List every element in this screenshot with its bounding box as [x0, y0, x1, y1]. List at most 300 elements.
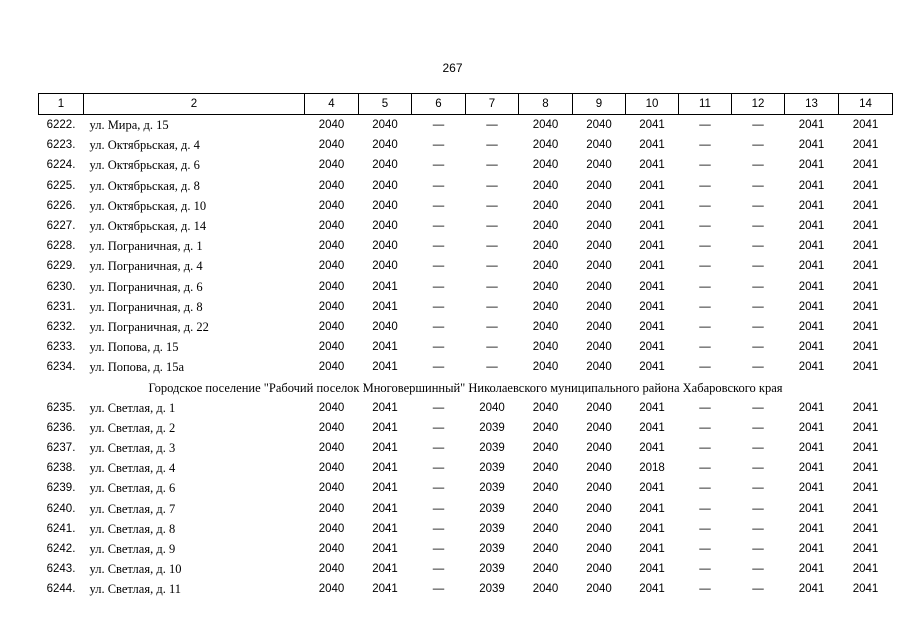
row-value: 2041 [798, 179, 825, 192]
row-value: — [752, 543, 764, 556]
row-value: — [752, 462, 764, 475]
row-number: 6234. [46, 361, 76, 374]
row-value: 2041 [798, 260, 825, 273]
table-row [39, 115, 893, 136]
row-address: ул. Светлая, д. 10 [89, 562, 182, 577]
row-value: 2041 [372, 300, 398, 313]
row-value: — [432, 522, 445, 535]
row-value: — [486, 119, 498, 132]
row-value: 2040 [586, 502, 612, 515]
column-header: 7 [466, 94, 519, 115]
row-value: 2040 [532, 260, 559, 273]
row-value: — [699, 482, 711, 495]
row-value: 2040 [372, 199, 398, 212]
row-value: 2041 [852, 159, 879, 172]
row-value: 2039 [479, 482, 505, 495]
row-value: — [432, 320, 445, 333]
row-value: 2041 [639, 300, 665, 313]
row-value: 2041 [852, 401, 879, 414]
row-address: ул. Пограничная, д. 6 [89, 279, 203, 294]
row-value: 2040 [372, 159, 398, 172]
row-value: 2039 [479, 522, 505, 535]
row-value: 2040 [318, 341, 345, 354]
row-value: 2039 [479, 462, 505, 475]
row-value: 2039 [479, 563, 505, 576]
row-value: 2039 [479, 442, 505, 455]
row-value: 2041 [798, 361, 825, 374]
row-value: — [432, 159, 445, 172]
row-value: 2041 [372, 522, 398, 535]
table-row [39, 297, 893, 317]
row-value: — [752, 361, 764, 374]
row-value: — [699, 401, 711, 414]
row-value: 2040 [532, 119, 559, 132]
row-value: 2040 [318, 563, 345, 576]
row-value: 2040 [532, 563, 559, 576]
row-value: 2041 [852, 462, 879, 475]
row-value: 2040 [318, 421, 345, 434]
row-value: 2040 [586, 179, 612, 192]
row-value: 2041 [852, 179, 879, 192]
row-value: — [752, 139, 764, 152]
row-address: ул. Светлая, д. 6 [89, 481, 176, 496]
row-value: — [699, 199, 711, 212]
row-value: 2040 [586, 361, 612, 374]
row-value: 2041 [798, 320, 825, 333]
row-value: 2041 [372, 442, 398, 455]
row-value: 2039 [479, 583, 505, 596]
row-value: 2040 [532, 502, 559, 515]
row-value: 2040 [318, 139, 345, 152]
row-value: 2041 [639, 502, 665, 515]
row-address: ул. Светлая, д. 3 [89, 441, 176, 456]
row-value: 2040 [532, 159, 559, 172]
row-value: — [699, 179, 711, 192]
row-value: 2041 [852, 543, 879, 556]
row-value: 2041 [798, 300, 825, 313]
row-value: 2041 [798, 280, 825, 293]
row-address: ул. Светлая, д. 11 [89, 582, 181, 597]
row-value: 2040 [318, 280, 345, 293]
row-address: ул. Пограничная, д. 22 [89, 319, 209, 334]
table-row [39, 256, 893, 276]
row-number: 6229. [46, 260, 76, 273]
row-value: 2040 [532, 522, 559, 535]
row-number: 6236. [46, 421, 76, 434]
row-value: 2041 [852, 361, 879, 374]
row-value: 2040 [372, 240, 398, 253]
row-value: 2040 [586, 119, 612, 132]
table-row [39, 398, 893, 418]
row-value: 2041 [852, 563, 879, 576]
row-number: 6244. [46, 583, 76, 596]
row-value: 2040 [586, 199, 612, 212]
row-value: 2041 [852, 341, 879, 354]
row-value: 2041 [798, 199, 825, 212]
row-value: 2040 [586, 522, 612, 535]
row-value: 2041 [798, 401, 825, 414]
column-header: 2 [84, 94, 305, 115]
row-value: — [752, 159, 764, 172]
row-value: 2040 [586, 260, 612, 273]
row-address: ул. Пограничная, д. 8 [89, 299, 203, 314]
row-value: — [752, 280, 764, 293]
row-address: ул. Попова, д. 15а [89, 360, 185, 375]
row-value: 2041 [852, 300, 879, 313]
row-value: 2041 [639, 119, 665, 132]
row-number: 6231. [46, 300, 76, 313]
row-value: — [486, 341, 498, 354]
column-header: 8 [519, 94, 573, 115]
row-value: — [432, 280, 445, 293]
row-address: ул. Попова, д. 15 [89, 340, 179, 355]
table-row [39, 176, 893, 196]
row-value: 2040 [372, 220, 398, 233]
row-value: — [432, 240, 445, 253]
row-value: 2040 [532, 361, 559, 374]
row-value: 2041 [798, 220, 825, 233]
row-value: — [752, 421, 764, 434]
row-value: — [486, 179, 498, 192]
row-value: — [486, 260, 498, 273]
row-number: 6235. [46, 401, 76, 414]
row-number: 6227. [46, 220, 76, 233]
row-value: 2041 [798, 421, 825, 434]
row-value: 2040 [318, 442, 345, 455]
row-value: — [699, 361, 711, 374]
row-value: — [432, 260, 445, 273]
data-table [38, 93, 893, 600]
row-value: — [699, 260, 711, 273]
row-value: — [699, 139, 711, 152]
row-value: 2039 [479, 502, 505, 515]
row-address: ул. Светлая, д. 8 [89, 521, 176, 536]
row-value: 2041 [798, 442, 825, 455]
column-header: 9 [573, 94, 626, 115]
row-value: 2041 [639, 341, 665, 354]
row-value: 2040 [318, 320, 345, 333]
row-value: 2040 [318, 159, 345, 172]
row-value: — [699, 583, 711, 596]
row-value: — [432, 300, 445, 313]
row-value: 2039 [479, 421, 505, 434]
row-value: 2040 [532, 341, 559, 354]
row-value: 2041 [798, 583, 825, 596]
row-value: 2041 [852, 522, 879, 535]
row-number: 6243. [46, 563, 76, 576]
row-value: 2041 [372, 341, 398, 354]
row-value: — [699, 240, 711, 253]
row-value: 2041 [798, 543, 825, 556]
row-value: — [432, 401, 445, 414]
row-value: — [699, 300, 711, 313]
row-number: 6237. [46, 442, 76, 455]
row-value: 2040 [532, 179, 559, 192]
row-value: 2040 [532, 240, 559, 253]
row-value: 2040 [318, 462, 345, 475]
row-value: 2040 [479, 401, 505, 414]
row-value: — [752, 220, 764, 233]
row-value: 2041 [852, 502, 879, 515]
row-number: 6242. [46, 543, 76, 556]
row-value: 2041 [639, 482, 665, 495]
row-value: — [486, 280, 498, 293]
row-value: 2041 [639, 220, 665, 233]
row-value: — [432, 442, 445, 455]
row-value: 2039 [479, 543, 505, 556]
column-header: 5 [359, 94, 412, 115]
row-value: 2041 [639, 421, 665, 434]
row-value: 2040 [586, 583, 612, 596]
row-number: 6238. [46, 462, 76, 475]
row-address: ул. Светлая, д. 1 [89, 400, 176, 415]
row-value: 2040 [532, 280, 559, 293]
row-value: — [432, 421, 445, 434]
row-value: 2041 [372, 421, 398, 434]
row-value: 2041 [852, 320, 879, 333]
table-row [39, 458, 893, 478]
row-number: 6232. [46, 320, 76, 333]
column-header: 1 [39, 94, 84, 115]
row-number: 6222. [46, 119, 76, 132]
row-value: 2041 [372, 462, 398, 475]
row-value: 2040 [532, 220, 559, 233]
row-value: 2041 [798, 462, 825, 475]
row-address: ул. Светлая, д. 4 [89, 461, 176, 476]
row-address: ул. Октябрьская, д. 10 [89, 198, 207, 213]
row-value: 2040 [318, 240, 345, 253]
row-value: — [432, 199, 445, 212]
row-value: 2040 [532, 320, 559, 333]
row-value: — [486, 199, 498, 212]
row-number: 6241. [46, 522, 76, 535]
row-value: 2040 [532, 421, 559, 434]
row-value: — [699, 159, 711, 172]
row-address: ул. Октябрьская, д. 4 [89, 138, 200, 153]
row-value: 2041 [639, 139, 665, 152]
row-address: ул. Октябрьская, д. 6 [89, 158, 200, 173]
row-address: ул. Пограничная, д. 1 [89, 239, 203, 254]
row-value: 2041 [639, 583, 665, 596]
row-value: — [752, 341, 764, 354]
row-value: 2040 [532, 139, 559, 152]
row-value: 2041 [639, 280, 665, 293]
row-address: ул. Мира, д. 15 [89, 118, 169, 133]
row-value: — [486, 361, 498, 374]
row-value: 2040 [372, 119, 398, 132]
table-row [39, 539, 893, 559]
row-address: ул. Октябрьская, д. 14 [89, 219, 207, 234]
table-row [39, 337, 893, 357]
row-value: 2041 [639, 320, 665, 333]
row-value: 2041 [852, 119, 879, 132]
section-title: Городское поселение "Рабочий поселок Многовершинный" Николаевского муниципального района Хабаровского края [148, 380, 783, 395]
row-value: 2041 [852, 139, 879, 152]
row-value: 2040 [532, 583, 559, 596]
row-value: — [486, 220, 498, 233]
row-value: 2040 [318, 179, 345, 192]
row-value: 2041 [798, 240, 825, 253]
row-value: 2040 [586, 220, 612, 233]
row-value: — [486, 300, 498, 313]
table-row [39, 216, 893, 236]
row-value: 2041 [372, 482, 398, 495]
row-number: 6226. [46, 199, 76, 212]
row-value: 2041 [852, 199, 879, 212]
row-address: ул. Светлая, д. 2 [89, 420, 176, 435]
row-value: — [699, 421, 711, 434]
row-value: — [752, 199, 764, 212]
row-value: 2040 [318, 119, 345, 132]
row-value: — [699, 462, 711, 475]
row-value: 2041 [852, 421, 879, 434]
row-value: — [432, 583, 445, 596]
row-number: 6225. [46, 179, 76, 192]
row-value: — [752, 482, 764, 495]
table-row [39, 196, 893, 216]
row-value: 2041 [798, 502, 825, 515]
row-value: — [752, 583, 764, 596]
column-header: 14 [839, 94, 893, 115]
row-number: 6224. [46, 159, 76, 172]
column-header: 6 [412, 94, 466, 115]
table-row [39, 155, 893, 175]
row-value: 2040 [586, 421, 612, 434]
column-header: 12 [732, 94, 785, 115]
row-value: — [699, 220, 711, 233]
row-value: — [752, 119, 764, 132]
row-value: 2040 [586, 159, 612, 172]
row-value: 2040 [318, 522, 345, 535]
row-value: 2041 [372, 361, 398, 374]
row-value: 2041 [798, 563, 825, 576]
row-value: 2041 [372, 401, 398, 414]
row-number: 6223. [46, 139, 76, 152]
row-number: 6230. [46, 280, 76, 293]
row-value: — [432, 462, 445, 475]
row-value: — [432, 482, 445, 495]
table-row [39, 438, 893, 458]
row-value: — [486, 139, 498, 152]
row-value: 2040 [586, 462, 612, 475]
table-row [39, 236, 893, 256]
row-address: ул. Пограничная, д. 4 [89, 259, 203, 274]
row-value: 2040 [586, 543, 612, 556]
table-row [39, 418, 893, 438]
row-value: 2040 [532, 482, 559, 495]
column-header: 11 [679, 94, 732, 115]
row-value: 2040 [318, 220, 345, 233]
row-value: — [752, 240, 764, 253]
row-value: 2018 [639, 462, 665, 475]
row-value: 2041 [639, 361, 665, 374]
row-value: — [699, 119, 711, 132]
table-row [39, 317, 893, 337]
row-value: 2040 [318, 482, 345, 495]
row-value: 2041 [852, 280, 879, 293]
row-value: 2041 [372, 583, 398, 596]
row-value: — [752, 563, 764, 576]
column-header: 13 [785, 94, 839, 115]
row-number: 6239. [46, 482, 76, 495]
column-header: 4 [305, 94, 359, 115]
row-value: 2040 [586, 280, 612, 293]
row-value: 2041 [798, 139, 825, 152]
row-value: 2040 [586, 341, 612, 354]
row-value: — [699, 502, 711, 515]
row-value: 2041 [852, 482, 879, 495]
row-value: — [432, 139, 445, 152]
row-value: 2041 [639, 179, 665, 192]
row-value: — [752, 502, 764, 515]
row-value: — [699, 280, 711, 293]
row-value: — [699, 543, 711, 556]
row-value: 2041 [639, 199, 665, 212]
row-value: 2041 [852, 240, 879, 253]
row-value: 2041 [639, 240, 665, 253]
row-value: 2040 [586, 320, 612, 333]
table-row [39, 135, 893, 155]
section-row [39, 377, 893, 397]
row-value: 2040 [318, 260, 345, 273]
row-value: 2040 [318, 361, 345, 374]
row-number: 6240. [46, 502, 76, 515]
row-value: 2040 [532, 401, 559, 414]
row-value: 2041 [798, 119, 825, 132]
row-value: 2040 [586, 482, 612, 495]
row-value: — [752, 522, 764, 535]
row-value: 2041 [372, 543, 398, 556]
row-value: — [432, 543, 445, 556]
row-value: 2041 [852, 583, 879, 596]
row-value: — [432, 361, 445, 374]
row-value: — [486, 159, 498, 172]
row-value: 2041 [798, 522, 825, 535]
row-value: — [699, 563, 711, 576]
row-value: 2041 [852, 260, 879, 273]
row-value: 2040 [586, 442, 612, 455]
row-value: 2040 [532, 199, 559, 212]
row-value: 2041 [639, 260, 665, 273]
row-value: 2040 [318, 300, 345, 313]
row-number: 6228. [46, 240, 76, 253]
row-value: — [432, 502, 445, 515]
row-value: — [699, 320, 711, 333]
table-row [39, 499, 893, 519]
row-value: 2041 [639, 401, 665, 414]
row-value: 2040 [532, 300, 559, 313]
table-row [39, 357, 893, 377]
column-header: 10 [626, 94, 679, 115]
row-value: 2040 [318, 199, 345, 212]
row-value: — [432, 341, 445, 354]
row-value: — [699, 442, 711, 455]
row-value: 2041 [639, 159, 665, 172]
row-value: — [432, 563, 445, 576]
row-number: 6233. [46, 341, 76, 354]
row-value: 2040 [318, 401, 345, 414]
row-value: 2040 [372, 179, 398, 192]
row-value: 2040 [586, 240, 612, 253]
row-value: 2041 [372, 563, 398, 576]
row-value: 2040 [532, 442, 559, 455]
row-value: 2041 [372, 280, 398, 293]
row-value: — [432, 179, 445, 192]
table-body [39, 94, 893, 600]
row-value: 2040 [372, 139, 398, 152]
row-value: — [752, 401, 764, 414]
table-row [39, 277, 893, 297]
